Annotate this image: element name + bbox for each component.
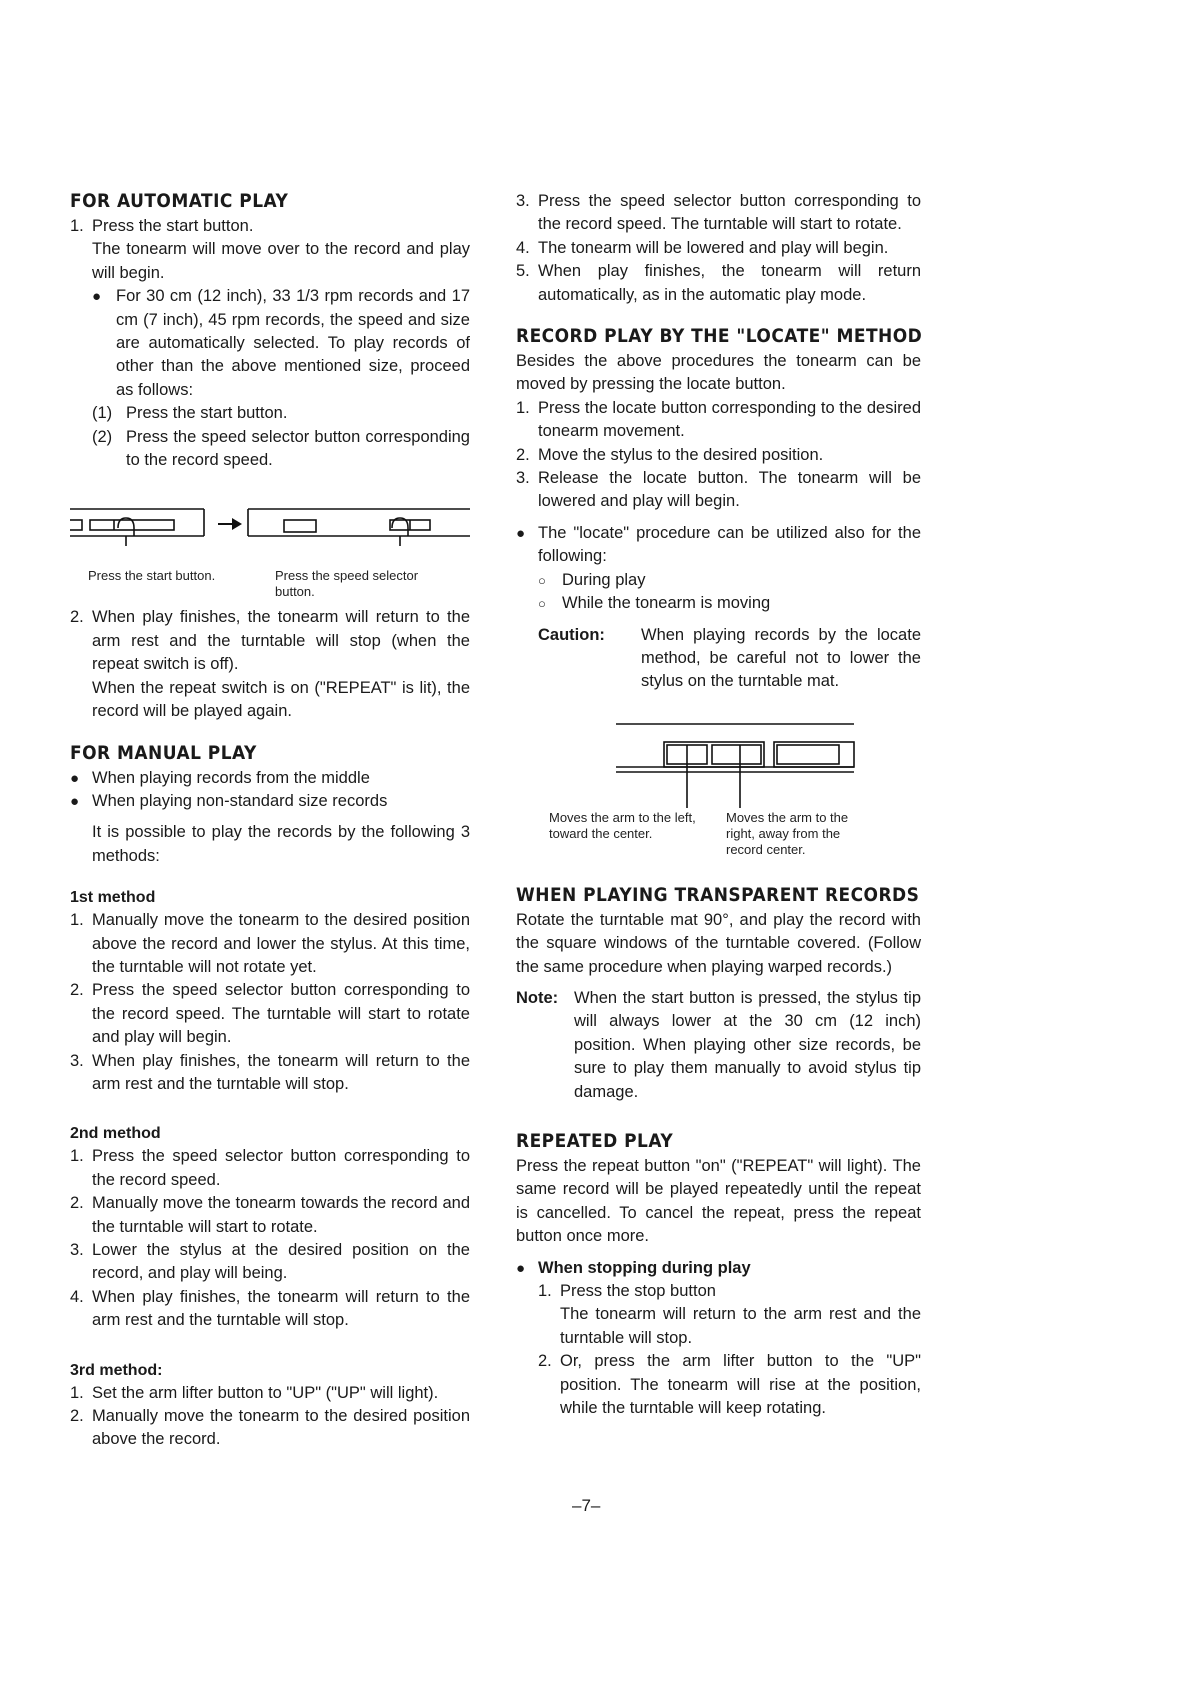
stop-heading: ● When stopping during play: [516, 1258, 751, 1277]
caution-label: Caution:: [538, 625, 605, 644]
auto-sub-1: (1) Press the start button.: [92, 404, 288, 423]
locate-step-3: 3. Release the locate button. The tonearm will be lowered and play will begin.: [516, 469, 921, 511]
caption-start: Press the start button.: [88, 568, 216, 584]
locate-method-heading: RECORD PLAY BY THE "LOCATE" METHOD: [516, 326, 923, 348]
locate-button-diagram: [516, 722, 921, 810]
repeat-text: Press the repeat button "on" ("REPEAT" will light). The same record will be played repeatedly until the repeat is cancelled. To cancel the repeat, press the repeat button once more.: [516, 1156, 921, 1246]
locate-intro: Besides the above procedures the tonearm can be moved by pressing the locate button.: [516, 352, 921, 394]
method-2-step-3: 3. Lower the stylus at the desired position on the record, and play will being.: [70, 1241, 470, 1283]
transparent-text: Rotate the turntable mat 90°, and play the record with the square windows of the turntable covered. (Follow the same procedure when playing warped records.): [516, 910, 921, 976]
method-3-heading: 3rd method:: [70, 1361, 163, 1379]
method-2-step-4: 4. When play finishes, the tonearm will return to the arm rest and the turntable will stop.: [70, 1287, 470, 1330]
method-3-step-4: 4. The tonearm will be lowered and play will begin.: [516, 238, 889, 257]
auto-step-1: 1. Press the start button.: [70, 217, 254, 235]
locate-case-2: ○ While the tonearm is moving: [538, 594, 771, 613]
method-1-heading: 1st method: [70, 889, 156, 907]
caption-move-right: Moves the arm to the right, away from the record center.: [726, 809, 849, 857]
method-2-step-2: 2. Manually move the tonearm towards the record and the turntable will start to rotate.: [70, 1194, 470, 1236]
method-3-step-3: 3. Press the speed selector button corresponding to the record speed. The turntable will start to rotate.: [516, 192, 921, 234]
method-3-step-1: 1. Set the arm lifter button to "UP" ("UP" will light).: [70, 1383, 439, 1402]
locate-bullet: ● The "locate" procedure can be utilized also for the following:: [516, 523, 921, 566]
locate-step-1: 1. Press the locate button corresponding to the desired tonearm movement.: [516, 398, 921, 441]
locate-right-button: [712, 745, 761, 764]
method-3-step-5: 5. When play finishes, the tonearm will return automatically, as in the automatic play mode.: [516, 262, 921, 304]
method-1-step-1: 1. Manually move the tonearm to the desired position above the record and lower the stylus. At this time, the turntable will not rotate yet.: [70, 911, 470, 976]
locate-step-2: 2. Move the stylus to the desired position.: [516, 445, 824, 464]
method-2-step-1: 1. Press the speed selector button corresponding to the record speed.: [70, 1147, 470, 1189]
transparent-records-heading: WHEN PLAYING TRANSPARENT RECORDS: [516, 884, 920, 906]
auto-bullet: ● For 30 cm (12 inch), 33 1/3 rpm records and 17 cm (7 inch), 45 rpm records, the speed and size are automatically selected. To play records of other than the above mentioned size, proceed as follows:: [92, 287, 470, 399]
page-number: –7–: [572, 1496, 601, 1515]
stop-step-1: 1. Press the stop button: [538, 1282, 716, 1300]
start-button-shape: [70, 520, 82, 530]
method-2-heading: 2nd method: [70, 1125, 161, 1143]
left-column: [70, 190, 470, 1452]
diagram-captions: [70, 568, 470, 602]
manual-bullet-1: ● When playing records from the middle: [70, 768, 370, 787]
method-3-step-2: 2. Manually move the tonearm to the desired position above the record.: [70, 1407, 470, 1449]
caption-speed: Press the speed selector button.: [275, 568, 419, 600]
note-block: Note: When the start button is pressed, the stylus tip will always lower at the 30 cm (12 inch) position. When playing other size records, be sure to play them manually to avoid stylus tip damage.: [516, 988, 921, 1101]
repeated-play-heading: REPEATED PLAY: [516, 1130, 674, 1152]
start-speed-button-diagram: [70, 506, 470, 568]
right-column: [516, 190, 921, 1420]
auto-step-1-desc: The tonearm will move over to the record and play will begin.: [92, 240, 470, 282]
stop-step-2: 2. Or, press the arm lifter button to the "UP" position. The tonearm will rise at the position, while the turntable will keep rotating.: [538, 1352, 921, 1418]
method-1-step-2: 2. Press the speed selector button corresponding to the record speed. The turntable will start to rotate and play will begin.: [70, 981, 470, 1047]
caption-move-left: Moves the arm to the left, toward the center.: [549, 809, 696, 841]
manual-intro: It is possible to play the records by the following 3 methods:: [92, 823, 470, 865]
arrow-icon: [218, 518, 242, 530]
method-1-step-3: 3. When play finishes, the tonearm will return to the arm rest and the turntable will stop.: [70, 1051, 470, 1093]
finger-icon: [118, 518, 134, 546]
manual-play-heading: FOR MANUAL PLAY: [70, 742, 257, 764]
note-label: Note:: [516, 988, 559, 1007]
auto-step-2-desc: When the repeat switch is on ("REPEAT" is lit), the record will be played again.: [92, 678, 470, 721]
auto-sub-2: (2) Press the speed selector button corresponding to the record speed.: [92, 427, 470, 470]
locate-captions: [516, 810, 921, 858]
caution-block: Caution: When playing records by the locate method, be careful not to lower the stylus on the turntable mat.: [538, 625, 921, 691]
stop-step-1-desc: The tonearm will return to the arm rest and the turntable will stop.: [560, 1305, 921, 1347]
manual-bullet-2: ● When playing non-standard size records: [70, 791, 388, 810]
automatic-play-heading: FOR AUTOMATIC PLAY: [70, 191, 289, 212]
locate-case-1: ○ During play: [538, 570, 646, 589]
auto-step-2: 2. When play finishes, the tonearm will return to the arm rest and the turntable will stop (when the repeat switch is off).: [70, 608, 470, 674]
